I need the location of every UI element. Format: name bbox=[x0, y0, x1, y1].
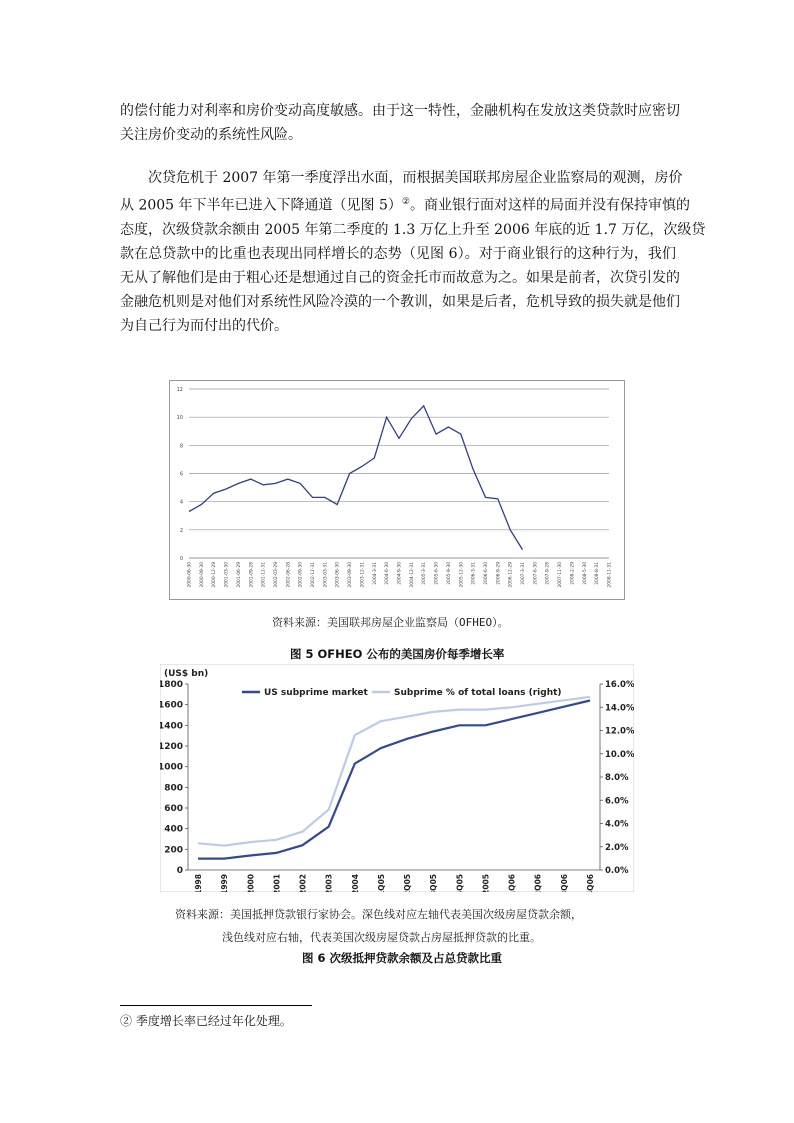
figure-6-x-tick-label: 3Q06 bbox=[559, 874, 569, 892]
figure-5-x-tick-label: 2006-3-31 bbox=[471, 562, 477, 585]
figure-5-x-tick-label: 2008-8-31 bbox=[595, 562, 601, 585]
figure-6-left-tick-label: 200 bbox=[164, 845, 183, 856]
figure-5-x-tick-label: 2003-09-30 bbox=[348, 562, 354, 588]
figure-6-left-tick-label: 600 bbox=[164, 804, 183, 814]
figure-5-x-tick-label: 2001-12-31 bbox=[261, 562, 267, 588]
footnote-reference[interactable]: ② bbox=[401, 197, 410, 207]
figure-5-x-tick-label: 2005-9-30 bbox=[446, 562, 452, 585]
figure-5-x-tick-label: 2005-6-30 bbox=[434, 562, 440, 585]
paragraph-2 bbox=[120, 166, 706, 338]
figure-5-y-tick-label: 4 bbox=[179, 499, 183, 506]
figure-5-x-tick-label: 2008-2-29 bbox=[570, 562, 576, 585]
figure-5-x-tick-label: 2003-12-31 bbox=[360, 562, 366, 588]
figure-6-right-tick-label: 10.0% bbox=[605, 749, 634, 760]
figure-5-x-tick-label: 2007-3-31 bbox=[521, 562, 527, 585]
figure-6-right-tick-label: 12.0% bbox=[605, 726, 634, 737]
footnote-rule bbox=[120, 1005, 312, 1006]
paragraph-line-part: 。商业银行面对这样的局面并没有保持审慎的 bbox=[409, 197, 690, 214]
figure-6-legend-label: Subprime % of total loans (right) bbox=[394, 688, 562, 698]
figure-5-x-tick-label: 2000-12-29 bbox=[212, 562, 218, 588]
figure-5-x-tick-label: 2007-11-30 bbox=[558, 562, 564, 588]
figure-6-left-tick-label: 1400 bbox=[160, 721, 183, 732]
figure-6-legend-label: US subprime market bbox=[264, 688, 368, 698]
figure-6-left-tick-label: 1800 bbox=[160, 680, 183, 690]
figure-6-x-tick-label: 1998 bbox=[194, 874, 203, 892]
figure-6-x-tick-label: 4Q06 bbox=[586, 874, 595, 892]
figure-5-x-tick-label: 2006-12-29 bbox=[508, 562, 514, 588]
figure-5-y-tick-label: 8 bbox=[179, 443, 183, 450]
figure-5-x-tick-label: 2006-6-30 bbox=[483, 562, 489, 585]
figure-6-left-tick-label: 400 bbox=[164, 824, 183, 835]
figure-6-source-line-2: 浅色线对应右轴，代表美国次级房屋贷款占房屋抵押贷款的比重。 bbox=[222, 931, 541, 944]
figure-6-x-tick-label: 1999 bbox=[220, 874, 230, 892]
figure-6-x-tick-label: 2004 bbox=[350, 874, 360, 892]
figure-6-right-tick-label: 2.0% bbox=[605, 842, 629, 853]
figure-5-y-tick-label: 12 bbox=[176, 387, 183, 393]
figure-6-right-tick-label: 0.0% bbox=[605, 866, 629, 876]
figure-6-x-tick-label: 2005 bbox=[481, 874, 491, 892]
paragraph-line: 为自己行为而付出的代价。 bbox=[120, 317, 288, 334]
figure-5-caption: 图 5 OFHEO 公布的美国房价每季增长率 bbox=[290, 647, 505, 661]
figure-5-x-tick-label: 2000-09-30 bbox=[199, 562, 205, 588]
figure-6-right-tick-label: 8.0% bbox=[605, 773, 629, 783]
figure-6-left-tick-label: 1600 bbox=[160, 700, 183, 711]
figure-6-x-tick-label: 2Q06 bbox=[533, 874, 543, 892]
figure-6-x-tick-label: 2001 bbox=[272, 874, 282, 892]
figure-5-x-tick-label: 2002-03-29 bbox=[273, 562, 279, 588]
figure-6-right-tick-label: 16.0% bbox=[605, 680, 634, 690]
footnote: ② 季度增长率已经过年化处理。 bbox=[120, 1014, 292, 1028]
figure-6-right-tick-label: 6.0% bbox=[605, 796, 629, 807]
paragraph-line: 的偿付能力对利率和房价变动高度敏感。由于这一特性，金融机构在发放这类贷款时应密切 bbox=[120, 103, 680, 119]
figure-5-y-tick-label: 6 bbox=[179, 471, 183, 478]
figure-5-y-tick-label: 10 bbox=[176, 415, 183, 422]
figure-5-svg bbox=[169, 380, 625, 600]
paragraph-line bbox=[120, 190, 690, 218]
figure-5-x-tick-label: 2001-06-29 bbox=[236, 562, 242, 588]
figure-6-left-tick-label: 800 bbox=[164, 783, 183, 794]
figure-5-x-tick-label: 2006-9-29 bbox=[496, 562, 502, 585]
paragraph-line: 关注房价变动的系统性风险。 bbox=[120, 127, 302, 143]
figure-5-x-tick-label: 2002-12-31 bbox=[311, 562, 317, 588]
figure-5-x-tick-label: 2005-3-31 bbox=[422, 562, 428, 585]
figure-5-x-tick-label: 2002-06-28 bbox=[286, 562, 292, 588]
figure-5-x-tick-label: 2003-06-30 bbox=[335, 562, 341, 588]
figure-5-x-tick-label: 2008-5-30 bbox=[582, 562, 588, 585]
figure-5-x-tick-label: 2004-6-30 bbox=[385, 562, 391, 585]
figure-6-caption: 图 6 次级抵押贷款余额及占总贷款比重 bbox=[302, 951, 503, 965]
paragraph-line: 态度，次级贷款余额由 2005 年第二季度的 1.3 万亿上升至 2006 年底的近 1.7 万亿，次级贷 bbox=[120, 221, 706, 238]
figure-6-x-tick-label: 2003 bbox=[324, 874, 334, 892]
figure-5-source: 资料来源：美国联邦房屋企业监察局（OFHEO）。 bbox=[272, 616, 509, 629]
figure-6-unit-label: (US$ bn) bbox=[164, 669, 209, 679]
paragraph-line-part: 从 2005 年下半年已进入下降通道（见图 5） bbox=[120, 197, 402, 214]
paragraph-line: 无从了解他们是由于粗心还是想通过自己的资金托市而故意为之。如果是前者，次贷引发的 bbox=[120, 269, 680, 286]
figure-6-svg bbox=[160, 664, 634, 892]
figure-5-chart bbox=[169, 380, 625, 600]
figure-5-x-tick-label: 2001-03-30 bbox=[224, 562, 230, 588]
figure-6-x-tick-label: 2Q05 bbox=[403, 874, 413, 892]
figure-6-source-line-1: 资料来源：美国抵押贷款银行家协会。深色线对应左轴代表美国次级房屋贷款余额， bbox=[175, 908, 582, 921]
figure-5-x-tick-label: 2002-09-30 bbox=[298, 562, 304, 588]
figure-5-x-tick-label: 2003-03-31 bbox=[323, 562, 329, 588]
figure-6-left-tick-label: 1000 bbox=[160, 762, 183, 773]
paragraph-1 bbox=[120, 99, 680, 147]
figure-6-x-tick-label: 1Q06 bbox=[507, 874, 517, 892]
figure-5-y-tick-label: 0 bbox=[179, 556, 183, 562]
paragraph-line: 次贷危机于 2007 年第一季度浮出水面，而根据美国联邦房屋企业监察局的观测，房价 bbox=[148, 170, 683, 186]
figure-6-right-tick-label: 14.0% bbox=[605, 703, 634, 714]
figure-6-x-tick-label: 4Q05 bbox=[455, 874, 465, 892]
figure-5-x-tick-label: 2001-09-28 bbox=[249, 562, 255, 588]
figure-6-left-tick-label: 1200 bbox=[160, 742, 183, 752]
figure-6-x-tick-label: 3Q05 bbox=[429, 874, 439, 892]
paragraph-line: 款在总贷款中的比重也表现出同样增长的态势（见图 6）。对于商业银行的这种行为，我们 bbox=[120, 245, 676, 262]
figure-6-right-tick-label: 4.0% bbox=[605, 819, 629, 830]
figure-5-x-tick-label: 2005-12-30 bbox=[459, 562, 465, 588]
figure-5-x-tick-label: 2004-9-30 bbox=[397, 562, 403, 585]
figure-6-x-tick-label: 2002 bbox=[298, 874, 308, 892]
figure-5-x-tick-label: 2004-3-31 bbox=[372, 562, 378, 585]
figure-5-x-tick-label: 2004-12-31 bbox=[409, 562, 415, 588]
figure-6-x-tick-label: 1Q05 bbox=[376, 874, 386, 892]
figure-5-y-tick-label: 2 bbox=[179, 527, 183, 534]
figure-6-chart bbox=[160, 664, 634, 892]
figure-5-x-tick-label: 2000-06-30 bbox=[187, 562, 193, 588]
paragraph-line: 金融危机则是对他们对系统性风险冷漠的一个教训，如果是后者，危机导致的损失就是他们 bbox=[120, 293, 680, 310]
figure-5-x-tick-label: 2008-11-31 bbox=[607, 562, 613, 588]
figure-6-x-tick-label: 2000 bbox=[246, 874, 256, 892]
figure-5-x-tick-label: 2007-9-28 bbox=[545, 562, 551, 585]
figure-6-left-tick-label: 0 bbox=[176, 866, 183, 876]
figure-5-x-tick-label: 2007-6-30 bbox=[533, 562, 539, 585]
